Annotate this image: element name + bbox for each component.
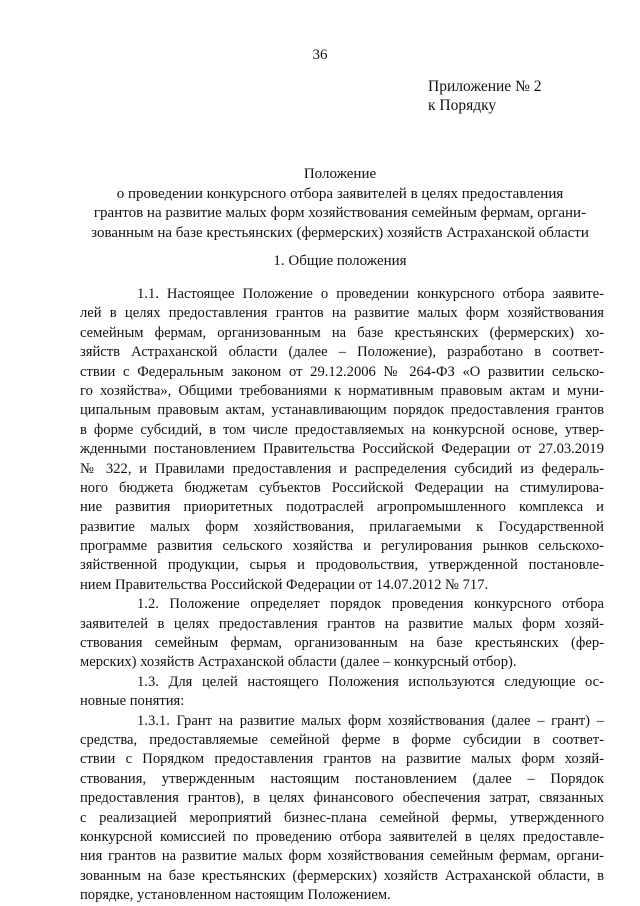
document-title-block bbox=[80, 165, 600, 243]
body-line: развитие малых форм хозяйствования, прилагаемыми к Государственной bbox=[80, 518, 604, 535]
body-line: ствии с Федеральным законом от 29.12.2006 № 264-ФЗ «О развитии сельско- bbox=[80, 363, 604, 380]
page-number: 36 bbox=[312, 47, 328, 63]
appendix-line-1: Приложение № 2 bbox=[428, 78, 542, 95]
body-line: № 322, и Правилами предоставления и распределения субсидий из федераль- bbox=[80, 460, 604, 477]
body-line: зованным на базе крестьянских (фермерских) хозяйств Астраханской области, в bbox=[80, 867, 604, 884]
document-title: Положение bbox=[303, 166, 377, 182]
body-line: лей в целях предоставления грантов на развитие малых форм хозяйствования bbox=[80, 305, 604, 322]
appendix-line-2: к Порядку bbox=[428, 97, 497, 114]
body-line: средства, предоставляемые семейной ферме в форме субсидии в соответ- bbox=[80, 731, 604, 748]
body-line: ного бюджета бюджетам субъектов Российской Федерации на стимулирова- bbox=[80, 479, 604, 496]
body-line: новные понятия: bbox=[80, 693, 185, 710]
body-line: го хозяйства», Общими требованиями к нормативным правовым актам и муни- bbox=[80, 382, 604, 399]
body-line: зяйственной продукции, сырья и продовольствия, утвержденной постановле- bbox=[80, 557, 604, 574]
body-text bbox=[80, 285, 604, 906]
body-line: заявителей в целях предоставления грантов на развитие малых форм хозяй- bbox=[80, 615, 604, 632]
body-line: жденными постановлением Правительства Российской Федерации от 27.03.2019 bbox=[80, 441, 604, 458]
body-line: с реализацией мероприятий бизнес-плана семейной фермы, утвержденного bbox=[80, 809, 604, 826]
body-line: мерских) хозяйств Астраханской области (далее – конкурсный отбор). bbox=[80, 654, 517, 671]
body-line: зяйств Астраханской области (далее – Положение), разработано в соответ- bbox=[80, 344, 604, 361]
section-heading: 1. Общие положения bbox=[273, 253, 407, 269]
body-line: программе развития сельского хозяйства и регулирования рынков сельскохо- bbox=[80, 538, 604, 555]
body-line: конкурсной комиссией по проведению отбора заявителей в целях предоставле- bbox=[80, 828, 604, 845]
document-subtitle-line: о проведении конкурсного отбора заявителей в целях предоставления bbox=[116, 185, 564, 202]
body-line: нием Правительства Российской Федерации от 14.07.2012 № 717. bbox=[80, 576, 489, 593]
body-line: в форме субсидий, в том числе предоставляемых на конкурсной основе, утвер- bbox=[80, 421, 604, 438]
body-line: предоставления грантов), в целях финансового обеспечения затрат, связанных bbox=[80, 790, 604, 807]
body-line: 1.1. Настоящее Положение о проведении конкурсного отбора заявите- bbox=[137, 286, 604, 302]
document-subtitle-line: зованным на базе крестьянских (фермерских) хозяйств Астраханской области bbox=[91, 224, 589, 241]
body-line: 1.3. Для целей настоящего Положения используются следующие ос- bbox=[137, 673, 604, 690]
document-subtitle-line: грантов на развитие малых форм хозяйствования семейным фермам, органи- bbox=[93, 205, 587, 221]
body-line: ствии с Порядком предоставления грантов на развитие малых форм хозяй- bbox=[80, 751, 604, 768]
appendix-reference bbox=[428, 77, 541, 115]
body-line: ния грантов на развитие малых форм хозяйствования семейным фермам, органи- bbox=[80, 848, 604, 865]
body-line: порядке, установленном настоящим Положением. bbox=[80, 887, 391, 904]
body-line: ствования семейным фермам, организованным на базе крестьянских (фер- bbox=[80, 635, 604, 652]
body-line: семейным фермам, организованным на базе крестьянских (фермерских) хо- bbox=[80, 324, 604, 341]
body-line: 1.3.1. Грант на развитие малых форм хозяйствования (далее – грант) – bbox=[137, 712, 604, 729]
body-line: ние развития приоритетных подотраслей агропромышленного комплекса и bbox=[80, 499, 604, 516]
body-line: ципальным правовым актам, устанавливающим порядок предоставления грантов bbox=[80, 402, 604, 419]
body-line: 1.2. Положение определяет порядок проведения конкурсного отбора bbox=[137, 596, 604, 613]
body-line: ствования, утвержденным настоящим постановлением (далее – Порядок bbox=[80, 770, 604, 787]
